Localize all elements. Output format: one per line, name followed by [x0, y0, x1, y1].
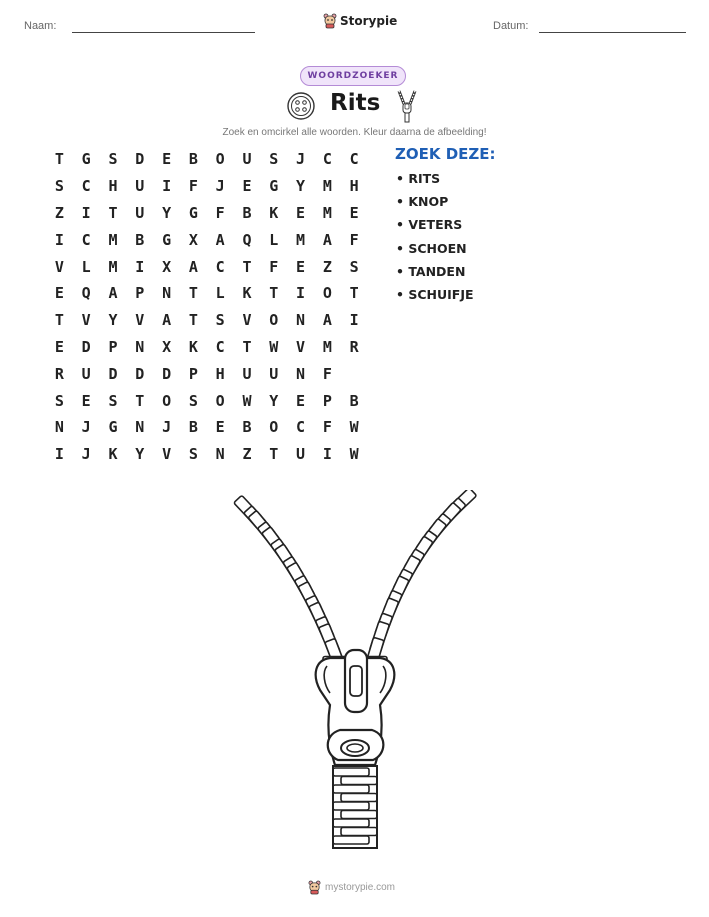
- grid-letter[interactable]: U: [296, 445, 306, 464]
- grid-letter[interactable]: D: [162, 364, 172, 383]
- grid-letter[interactable]: U: [135, 177, 145, 196]
- grid-letter[interactable]: Z: [242, 445, 252, 464]
- word-list-title: ZOEK DEZE:: [395, 145, 496, 163]
- name-line[interactable]: [72, 32, 255, 33]
- grid-letter[interactable]: M: [108, 230, 118, 249]
- grid-letter[interactable]: T: [269, 284, 279, 303]
- grid-letter[interactable]: L: [81, 257, 91, 276]
- grid-letter[interactable]: U: [81, 364, 91, 383]
- grid-letter[interactable]: N: [162, 284, 172, 303]
- grid-letter[interactable]: X: [188, 230, 198, 249]
- grid-letter[interactable]: T: [242, 337, 252, 356]
- grid-letter[interactable]: O: [215, 150, 225, 169]
- grid-letter[interactable]: T: [188, 284, 198, 303]
- grid-letter[interactable]: T: [349, 284, 359, 303]
- grid-letter[interactable]: K: [242, 284, 252, 303]
- grid-letter[interactable]: T: [135, 391, 145, 410]
- grid-letter[interactable]: O: [215, 391, 225, 410]
- storypie-mascot-icon: [323, 13, 337, 29]
- grid-row: [46, 441, 368, 468]
- grid-letter[interactable]: J: [81, 445, 91, 464]
- grid-letter[interactable]: P: [322, 391, 332, 410]
- grid-letter[interactable]: L: [215, 284, 225, 303]
- grid-letter[interactable]: A: [188, 257, 198, 276]
- grid-letter[interactable]: Y: [162, 203, 172, 222]
- grid-row: [46, 414, 368, 441]
- grid-letter[interactable]: A: [108, 284, 118, 303]
- grid-letter[interactable]: G: [269, 177, 279, 196]
- worksheet-type-badge: WOORDZOEKER: [300, 66, 406, 86]
- date-line[interactable]: [539, 32, 686, 33]
- grid-letter[interactable]: O: [269, 418, 279, 437]
- grid-letter[interactable]: Z: [322, 257, 332, 276]
- grid-letter[interactable]: N: [215, 445, 225, 464]
- grid-letter[interactable]: U: [242, 364, 252, 383]
- grid-letter[interactable]: G: [108, 418, 118, 437]
- grid-letter[interactable]: E: [81, 391, 91, 410]
- grid-letter[interactable]: I: [162, 177, 172, 196]
- grid-letter[interactable]: M: [322, 203, 332, 222]
- grid-letter[interactable]: Q: [242, 230, 252, 249]
- word-list-item: • SCHUIFJE: [396, 286, 474, 302]
- grid-letter[interactable]: H: [215, 364, 225, 383]
- grid-letter[interactable]: J: [81, 418, 91, 437]
- grid-letter[interactable]: B: [135, 230, 145, 249]
- page-title: Rits: [330, 90, 381, 116]
- grid-letter[interactable]: X: [162, 337, 172, 356]
- footer-url[interactable]: mystorypie.com: [325, 882, 396, 893]
- brand-name: Storypie: [340, 14, 398, 28]
- grid-letter[interactable]: C: [322, 150, 332, 169]
- grid-row: [46, 334, 368, 361]
- grid-letter[interactable]: V: [242, 311, 252, 330]
- brand-logo: [323, 13, 397, 29]
- grid-letter[interactable]: G: [188, 203, 198, 222]
- grid-letter[interactable]: U: [135, 203, 145, 222]
- grid-letter[interactable]: Y: [269, 391, 279, 410]
- grid-letter[interactable]: Y: [108, 311, 118, 330]
- grid-letter[interactable]: C: [81, 177, 91, 196]
- grid-letter[interactable]: T: [269, 445, 279, 464]
- grid-letter[interactable]: N: [296, 311, 306, 330]
- grid-letter[interactable]: B: [188, 418, 198, 437]
- name-label: Naam:: [24, 20, 57, 32]
- grid-letter[interactable]: J: [215, 177, 225, 196]
- grid-letter[interactable]: S: [188, 391, 198, 410]
- grid-letter[interactable]: V: [81, 311, 91, 330]
- grid-letter[interactable]: T: [242, 257, 252, 276]
- grid-letter[interactable]: C: [349, 150, 359, 169]
- grid-letter[interactable]: S: [54, 391, 64, 410]
- grid-letter[interactable]: N: [135, 418, 145, 437]
- grid-letter[interactable]: W: [269, 337, 279, 356]
- grid-letter[interactable]: F: [269, 257, 279, 276]
- grid-row: [46, 307, 368, 334]
- grid-letter[interactable]: D: [135, 150, 145, 169]
- grid-letter[interactable]: T: [54, 150, 64, 169]
- grid-letter[interactable]: S: [108, 150, 118, 169]
- grid-letter[interactable]: F: [349, 230, 359, 249]
- grid-row: [46, 200, 368, 227]
- grid-letter[interactable]: W: [349, 445, 359, 464]
- grid-letter[interactable]: K: [188, 337, 198, 356]
- grid-letter[interactable]: O: [322, 284, 332, 303]
- grid-letter[interactable]: E: [296, 203, 306, 222]
- grid-row: [46, 253, 368, 280]
- grid-letter[interactable]: J: [296, 150, 306, 169]
- button-icon: [286, 91, 316, 121]
- grid-letter[interactable]: D: [81, 337, 91, 356]
- grid-letter[interactable]: J: [162, 418, 172, 437]
- grid-letter[interactable]: V: [162, 445, 172, 464]
- word-list: [396, 171, 474, 310]
- instructions: Zoek en omcirkel alle woorden. Kleur daarna de afbeelding!: [222, 127, 487, 138]
- word-list-item: • SCHOEN: [396, 240, 467, 256]
- grid-letter[interactable]: I: [349, 311, 359, 330]
- grid-letter[interactable]: Z: [54, 203, 64, 222]
- grid-letter[interactable]: S: [215, 311, 225, 330]
- grid-letter[interactable]: B: [188, 150, 198, 169]
- grid-row: [46, 173, 368, 200]
- grid-letter[interactable]: P: [188, 364, 198, 383]
- grid-letter[interactable]: C: [215, 337, 225, 356]
- grid-letter[interactable]: E: [296, 391, 306, 410]
- grid-letter[interactable]: I: [296, 284, 306, 303]
- grid-letter[interactable]: N: [296, 364, 306, 383]
- grid-letter[interactable]: A: [322, 230, 332, 249]
- grid-letter[interactable]: N: [54, 418, 64, 437]
- storypie-mascot-icon: [308, 880, 321, 895]
- grid-letter[interactable]: V: [54, 257, 64, 276]
- grid-letter[interactable]: W: [242, 391, 252, 410]
- grid-letter[interactable]: H: [108, 177, 118, 196]
- grid-letter[interactable]: T: [188, 311, 198, 330]
- grid-letter[interactable]: L: [269, 230, 279, 249]
- grid-letter[interactable]: M: [296, 230, 306, 249]
- word-list-item: • TANDEN: [396, 263, 466, 279]
- grid-letter[interactable]: K: [108, 445, 118, 464]
- grid-letter[interactable]: E: [215, 418, 225, 437]
- grid-letter[interactable]: S: [108, 391, 118, 410]
- grid-row: [46, 387, 368, 414]
- grid-row: [46, 146, 368, 173]
- word-list-item: • VETERS: [396, 217, 463, 233]
- grid-letter[interactable]: G: [81, 150, 91, 169]
- grid-letter[interactable]: A: [215, 230, 225, 249]
- grid-letter[interactable]: A: [162, 311, 172, 330]
- grid-letter[interactable]: S: [54, 177, 64, 196]
- date-label: Datum:: [493, 20, 529, 32]
- grid-row: [46, 280, 368, 307]
- grid-letter[interactable]: S: [269, 150, 279, 169]
- grid-letter[interactable]: T: [54, 311, 64, 330]
- grid-letter[interactable]: E: [54, 284, 64, 303]
- grid-letter[interactable]: S: [188, 445, 198, 464]
- grid-letter[interactable]: P: [108, 337, 118, 356]
- grid-letter[interactable]: F: [215, 203, 225, 222]
- grid-letter[interactable]: C: [215, 257, 225, 276]
- grid-letter[interactable]: W: [349, 418, 359, 437]
- grid-letter[interactable]: U: [242, 150, 252, 169]
- grid-letter[interactable]: I: [322, 445, 332, 464]
- grid-letter[interactable]: Y: [135, 445, 145, 464]
- grid-letter[interactable]: B: [242, 418, 252, 437]
- grid-letter[interactable]: I: [81, 203, 91, 222]
- grid-letter[interactable]: U: [269, 364, 279, 383]
- grid-letter[interactable]: Y: [296, 177, 306, 196]
- grid-letter[interactable]: M: [322, 177, 332, 196]
- grid-letter[interactable]: B: [242, 203, 252, 222]
- grid-letter[interactable]: H: [349, 177, 359, 196]
- grid-letter[interactable]: C: [81, 230, 91, 249]
- grid-letter[interactable]: S: [349, 257, 359, 276]
- word-search-grid[interactable]: [46, 146, 368, 468]
- grid-letter[interactable]: M: [108, 257, 118, 276]
- grid-letter[interactable]: D: [135, 364, 145, 383]
- grid-letter[interactable]: C: [296, 418, 306, 437]
- grid-letter[interactable]: Q: [81, 284, 91, 303]
- grid-letter[interactable]: A: [322, 311, 332, 330]
- grid-letter[interactable]: K: [269, 203, 279, 222]
- grid-letter[interactable]: F: [322, 364, 332, 383]
- grid-letter[interactable]: O: [269, 311, 279, 330]
- grid-letter[interactable]: R: [349, 337, 359, 356]
- grid-letter[interactable]: M: [322, 337, 332, 356]
- grid-letter[interactable]: V: [296, 337, 306, 356]
- grid-letter[interactable]: V: [135, 311, 145, 330]
- grid-letter[interactable]: F: [188, 177, 198, 196]
- grid-letter[interactable]: F: [322, 418, 332, 437]
- grid-row: [46, 360, 368, 387]
- grid-letter[interactable]: E: [349, 203, 359, 222]
- grid-letter[interactable]: X: [162, 257, 172, 276]
- grid-letter[interactable]: R: [54, 364, 64, 383]
- grid-letter[interactable]: T: [108, 203, 118, 222]
- grid-letter[interactable]: O: [162, 391, 172, 410]
- grid-letter[interactable]: P: [135, 284, 145, 303]
- grid-letter[interactable]: I: [135, 257, 145, 276]
- zipper-illustration: [230, 490, 480, 855]
- grid-letter[interactable]: I: [54, 230, 64, 249]
- grid-letter[interactable]: G: [162, 230, 172, 249]
- grid-letter[interactable]: E: [296, 257, 306, 276]
- word-list-item: • RITS: [396, 171, 441, 186]
- footer: [308, 880, 395, 895]
- grid-letter[interactable]: E: [54, 337, 64, 356]
- grid-row: [46, 226, 368, 253]
- grid-letter[interactable]: B: [349, 391, 359, 410]
- grid-letter[interactable]: D: [108, 364, 118, 383]
- grid-letter[interactable]: I: [54, 445, 64, 464]
- word-list-item: • KNOP: [396, 194, 449, 210]
- grid-letter[interactable]: E: [162, 150, 172, 169]
- grid-letter[interactable]: E: [242, 177, 252, 196]
- zipper-icon: [397, 89, 417, 123]
- grid-letter[interactable]: N: [135, 337, 145, 356]
